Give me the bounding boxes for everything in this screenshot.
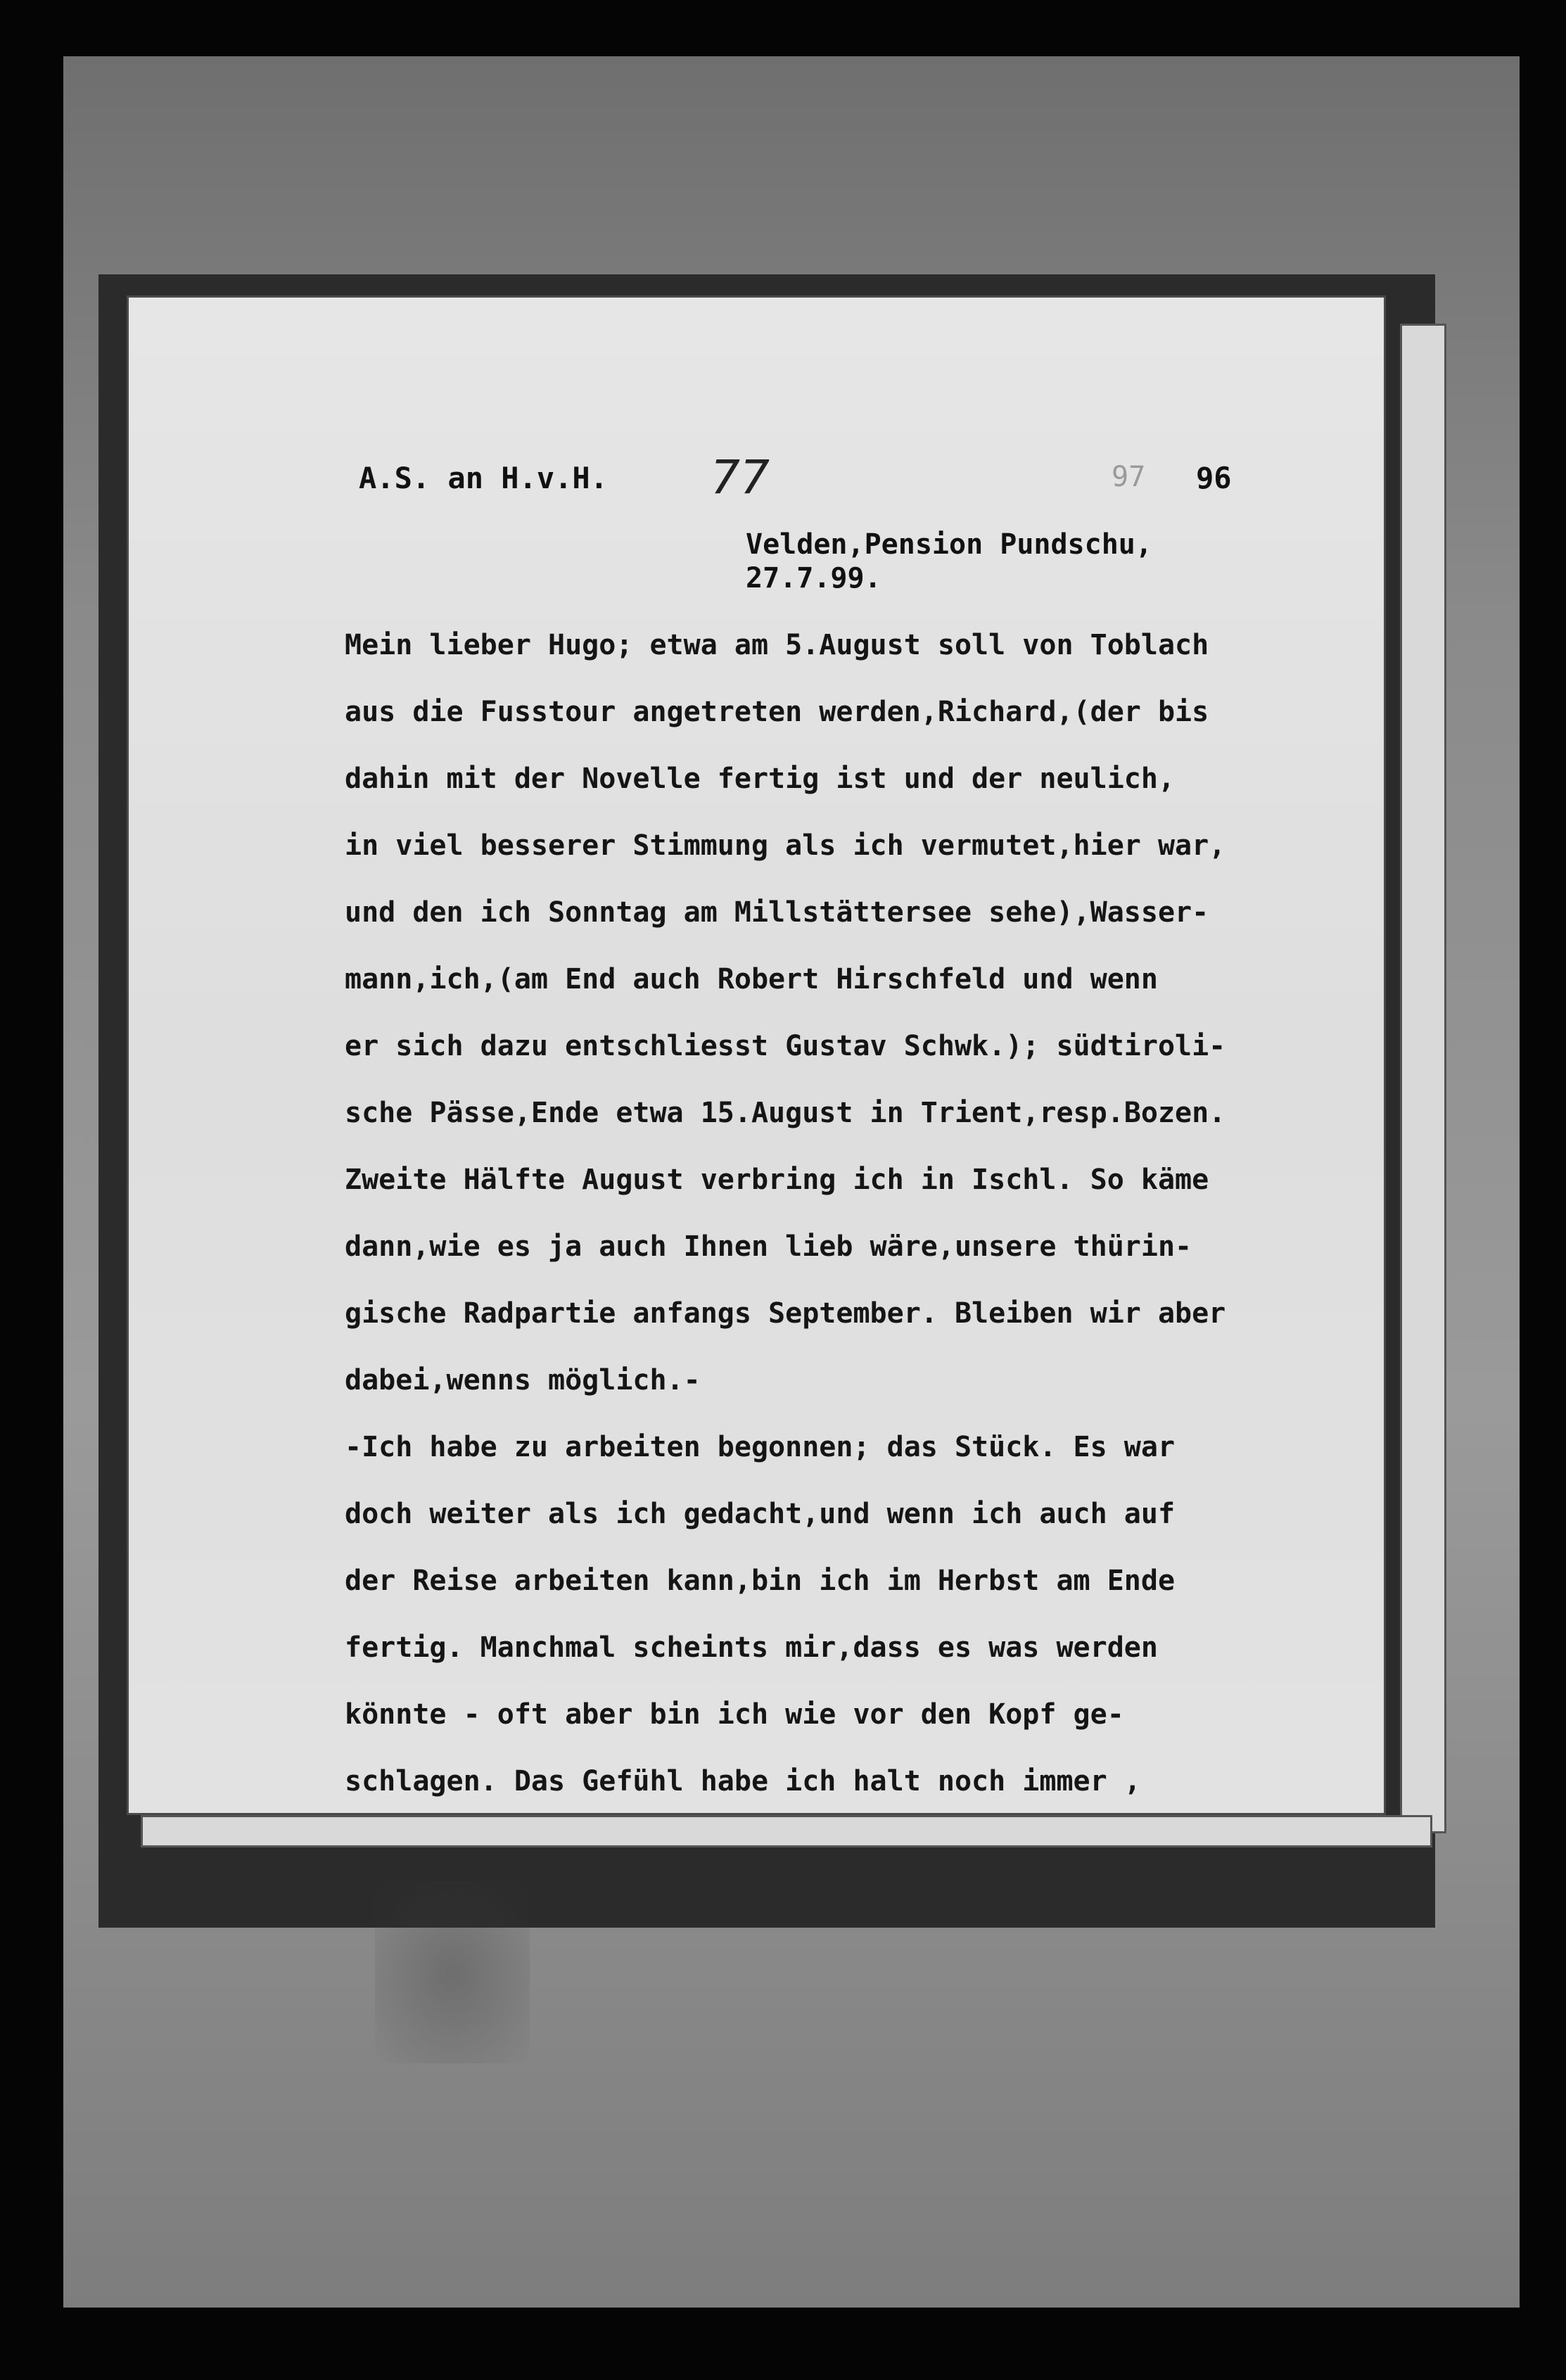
handwritten-number: 77 <box>711 450 770 504</box>
letter-line: dann,wie es ja auch Ihnen lieb wäre,unsere thürin- <box>345 1230 1192 1263</box>
letter-line: fertig. Manchmal scheints mir,dass es was werden <box>345 1631 1158 1664</box>
letter-line: der Reise arbeiten kann,bin ich im Herbst am Ende <box>345 1565 1176 1597</box>
letter-line: schlagen. Das Gefühl habe ich halt noch immer , <box>345 1765 1141 1797</box>
page-smudge <box>375 1881 530 2063</box>
date-line: 27.7.99. <box>746 562 881 594</box>
underlying-sheet-bottom <box>141 1815 1432 1847</box>
letter-line: er sich dazu entschliesst Gustav Schwk.); südtiroli- <box>345 1030 1226 1062</box>
letter-line: könnte - oft aber bin ich wie vor den Kopf ge- <box>345 1698 1124 1731</box>
letter-line: sche Pässe,Ende etwa 15.August in Trient,resp.Bozen. <box>345 1097 1226 1129</box>
letter-line: aus die Fusstour angetreten werden,Richard,(der bis <box>345 696 1209 728</box>
letter-line: Zweite Hälfte August verbring ich in Ischl. So käme <box>345 1164 1209 1196</box>
letter-line: dahin mit der Novelle fertig ist und der neulich, <box>345 763 1176 795</box>
underlying-sheet-right <box>1400 324 1446 1833</box>
letter-line: doch weiter als ich gedacht,und wenn ich auch auf <box>345 1498 1176 1530</box>
letter-line: dabei,wenns möglich.- <box>345 1364 701 1396</box>
bleed-through-folio: 97 <box>1112 461 1146 493</box>
letter-heading: A.S. an H.v.H. <box>359 461 609 495</box>
letter-body <box>345 612 1372 1815</box>
letter-line: mann,ich,(am End auch Robert Hirschfeld und wenn <box>345 963 1158 995</box>
folio-number: 96 <box>1196 461 1232 495</box>
letter-line: gische Radpartie anfangs September. Bleiben wir aber <box>345 1297 1226 1330</box>
letter-line: und den ich Sonntag am Millstättersee sehe),Wasser- <box>345 896 1209 929</box>
letter-line: -Ich habe zu arbeiten begonnen; das Stück. Es war <box>345 1431 1176 1463</box>
place-date-block <box>746 528 1152 595</box>
letter-line: in viel besserer Stimmung als ich vermutet,hier war, <box>345 829 1226 862</box>
letter-line: Mein lieber Hugo; etwa am 5.August soll von Toblach <box>345 629 1209 661</box>
place-line: Velden,Pension Pundschu, <box>746 528 1152 561</box>
